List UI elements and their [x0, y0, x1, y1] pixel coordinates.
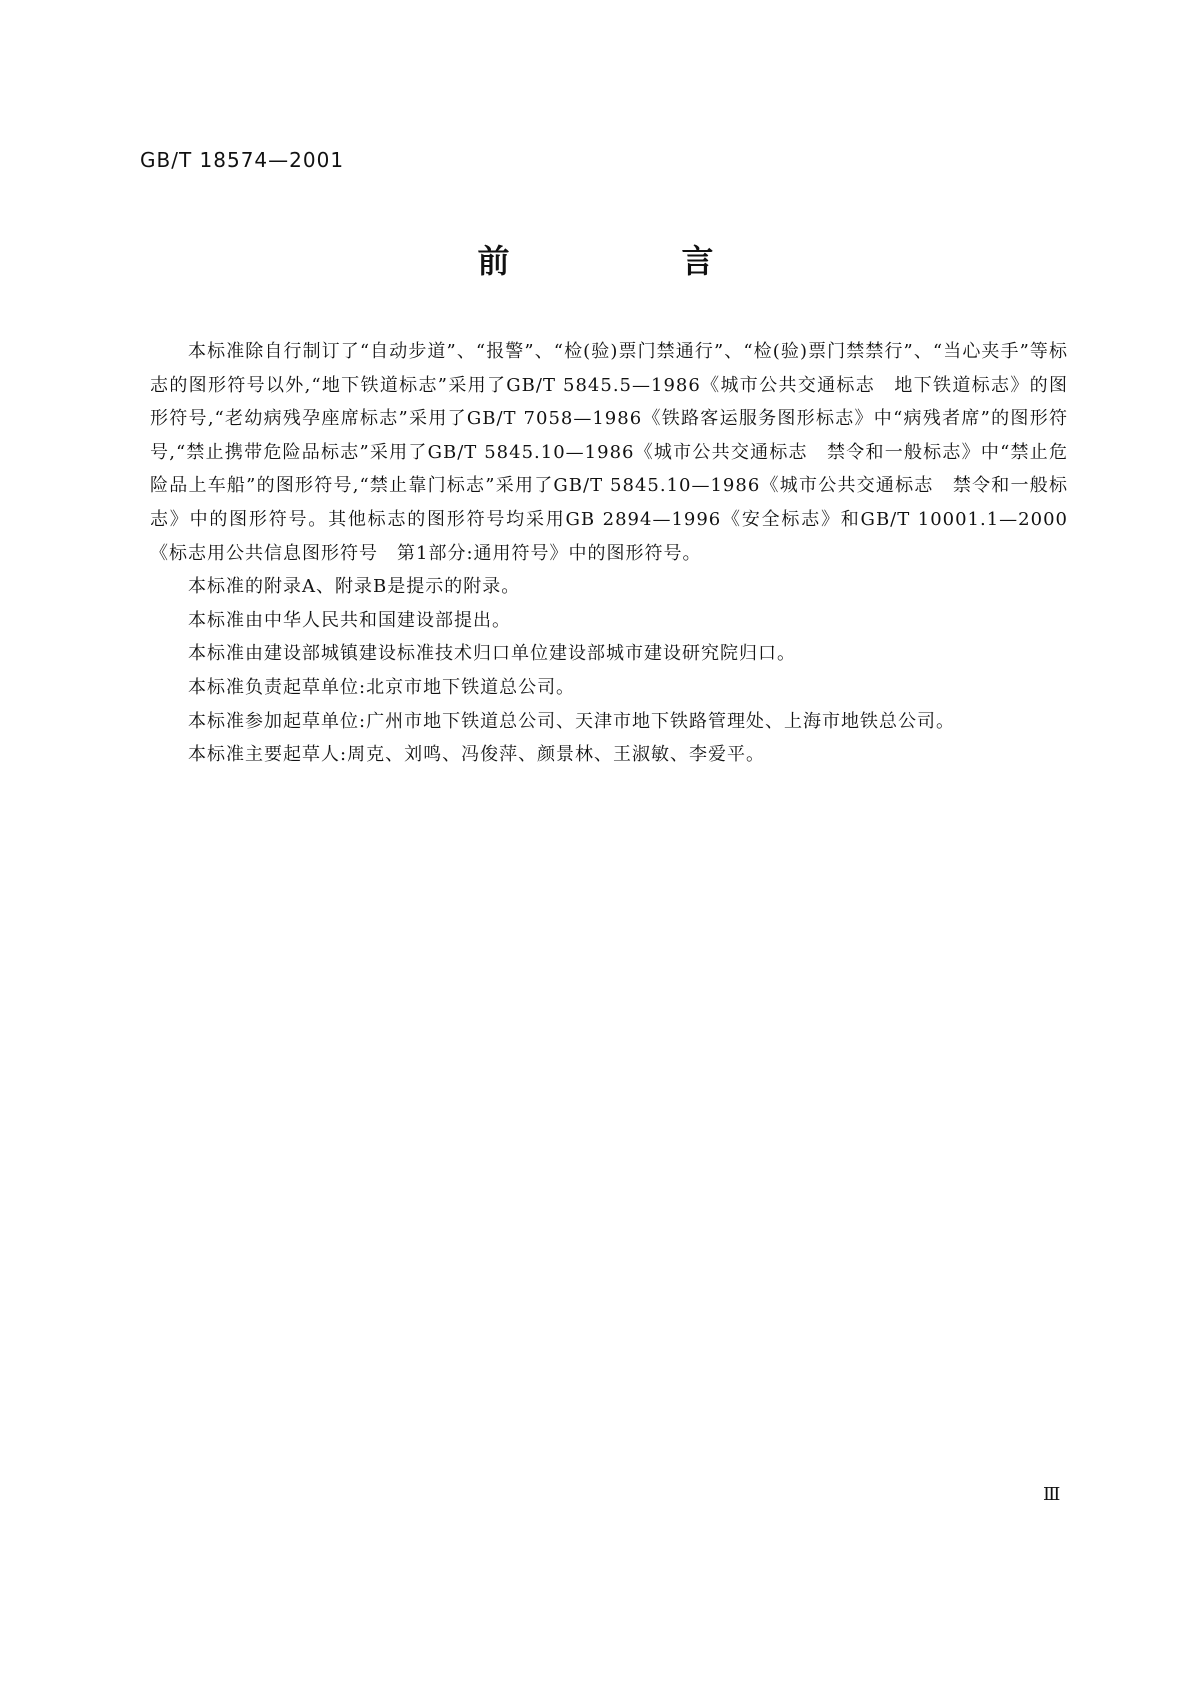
paragraph-proposer: 本标准由中华人民共和国建设部提出。 — [188, 609, 511, 631]
paragraph-participating-drafters: 本标准参加起草单位:广州市地下铁道总公司、天津市地下铁路管理处、上海市地铁总公司。 — [188, 710, 956, 732]
paragraph-responsible-drafter: 本标准负责起草单位:北京市地下铁道总公司。 — [188, 676, 576, 698]
page-title: 前 言 — [477, 242, 784, 280]
paragraph-appendix: 本标准的附录A、附录B是提示的附录。 — [188, 576, 521, 598]
paragraph-adoption: 本标准除自行制订了“自动步道”、“报警”、“检(验)票门禁通行”、“检(验)票门禁禁行”、“当心夹手”等标志的图形符号以外,“地下铁道标志”采用了GB/T 5845.5—1986《城市公共交通标志 地下铁道标志》的图形符号,“老幼病残孕座席标志”采用了GB/T 7058—1986《铁路客运服务图形标志》中“病残者席”的图形符号,“禁止携带危险品标志”采用了GB/T 5845.10—1986《城市公共交通标志 禁令和一般标志》中“禁止危险品上车船”的图形符号,“禁止靠门标志”采用了GB/T 5845.10—1986《城市公共交通标志 禁令和一般标志》中的图形符号。其他标志的图形符号均采用GB 2894—1996《安全标志》和GB/T 10001.1—2000《标志用公共信息图形符号 第1部分:通用符号》中的图形符号。 — [150, 341, 1068, 564]
foreword-body — [150, 335, 1068, 772]
page-number: Ⅲ — [1043, 1484, 1061, 1505]
paragraph-main-drafters: 本标准主要起草人:周克、刘鸣、冯俊萍、颜景林、王淑敏、李爱平。 — [188, 744, 766, 766]
standard-code: GB/T 18574—2001 — [140, 148, 345, 172]
paragraph-centralizing-unit: 本标准由建设部城镇建设标准技术归口单位建设部城市建设研究院归口。 — [188, 643, 796, 665]
